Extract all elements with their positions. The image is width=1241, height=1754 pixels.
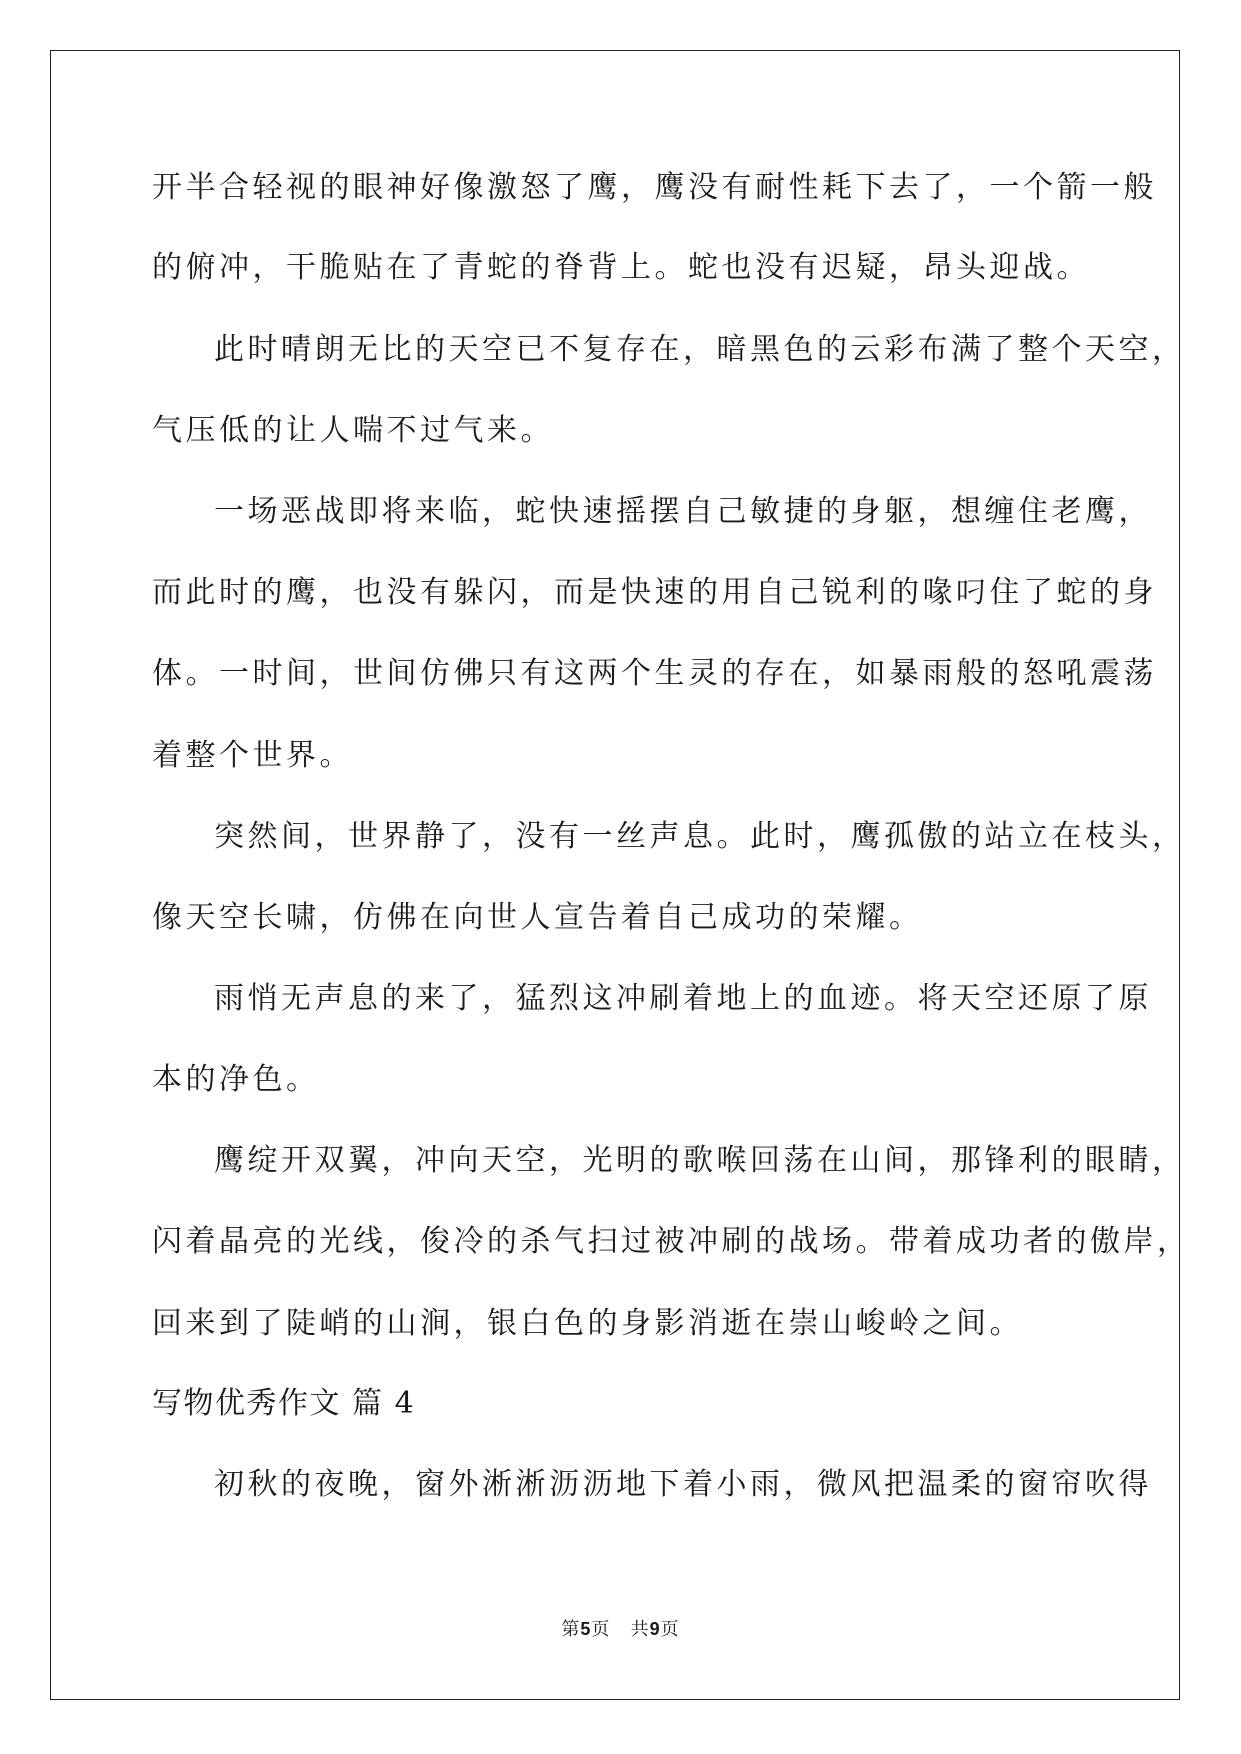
page-border <box>50 50 1180 1700</box>
paragraph-first-line: 突然间，世界静了，没有一丝声息。此时，鹰孤傲的站立在枝头， <box>214 819 1186 854</box>
text-line: 的俯冲，干脆贴在了青蛇的脊背上。蛇也没有迟疑，昂头迎战。 <box>152 250 1090 285</box>
paragraph-first-line: 初秋的夜晚，窗外淅淅沥沥地下着小雨，微风把温柔的窗帘吹得 <box>214 1467 1152 1502</box>
paragraph-first-line: 鹰绽开双翼，冲向天空，光明的歌喉回荡在山间，那锋利的眼睛， <box>214 1143 1186 1178</box>
current-page-number: 5 <box>580 1619 592 1639</box>
text-line: 本的净色。 <box>152 1062 320 1097</box>
page-footer <box>0 1618 1241 1641</box>
footer-suffix: 页 <box>660 1619 680 1640</box>
text-line: 着整个世界。 <box>152 738 353 773</box>
section-heading: 写物优秀作文 篇 4 <box>152 1386 416 1421</box>
text-line: 回来到了陡峭的山涧，银白色的身影消逝在崇山峻岭之间。 <box>152 1306 1023 1341</box>
text-line: 体。一时间，世间仿佛只有这两个生灵的存在，如暴雨般的怒吼震荡 <box>152 656 1157 691</box>
paragraph-first-line: 一场恶战即将来临，蛇快速摇摆自己敏捷的身躯，想缠住老鹰， <box>214 494 1152 529</box>
text-line: 开半合轻视的眼神好像激怒了鹰，鹰没有耐性耗下去了，一个箭一般 <box>152 170 1157 205</box>
footer-mid: 页 共 <box>591 1619 650 1640</box>
paragraph-first-line: 雨悄无声息的来了，猛烈这冲刷着地上的血迹。将天空还原了原 <box>214 981 1152 1016</box>
text-line: 气压低的让人喘不过气来。 <box>152 413 554 448</box>
total-page-count: 9 <box>649 1619 661 1639</box>
text-line: 像天空长啸，仿佛在向世人宣告着自己成功的荣耀。 <box>152 900 923 935</box>
footer-prefix: 第 <box>561 1619 581 1640</box>
text-line: 而此时的鹰，也没有躲闪，而是快速的用自己锐利的喙叼住了蛇的身 <box>152 575 1157 610</box>
text-line: 闪着晶亮的光线，俊冷的杀气扫过被冲刷的战场。带着成功者的傲岸， <box>152 1224 1191 1259</box>
paragraph-first-line: 此时晴朗无比的天空已不复存在，暗黑色的云彩布满了整个天空， <box>214 332 1186 367</box>
